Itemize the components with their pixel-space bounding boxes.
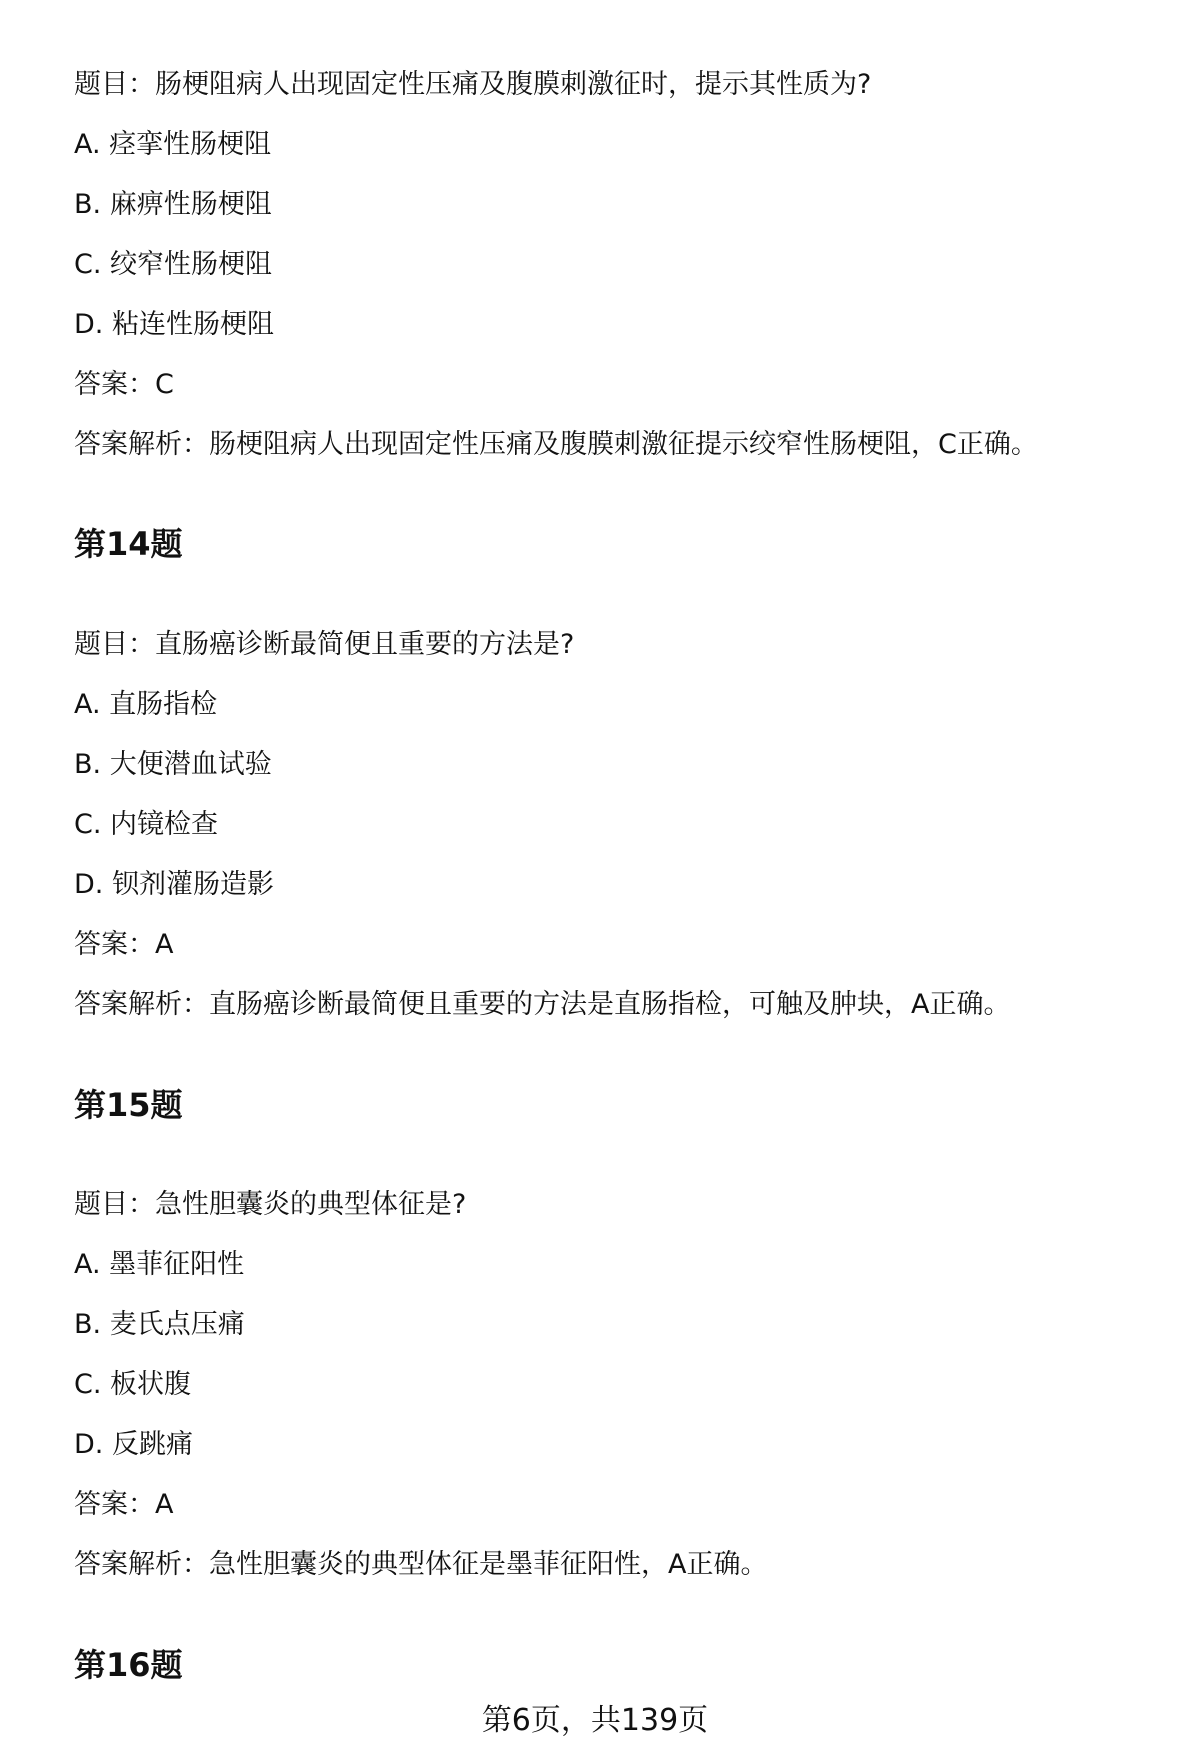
q13-option-c: C. 绞窄性肠梗阻 (74, 249, 273, 280)
q15-option-d: D. 反跳痛 (74, 1429, 193, 1460)
q14-explanation: 答案解析：直肠癌诊断最简便且重要的方法是直肠指检，可触及肿块，A正确。 (74, 989, 1011, 1020)
q15-heading: 第15题 (74, 1086, 183, 1124)
q14-option-c: C. 内镜检查 (74, 809, 219, 840)
q13-option-b: B. 麻痹性肠梗阻 (74, 189, 272, 220)
q13-question: 题目：肠梗阻病人出现固定性压痛及腹膜刺激征时，提示其性质为? (74, 69, 872, 100)
q15-option-b: B. 麦氏点压痛 (74, 1309, 245, 1340)
q14-question: 题目：直肠癌诊断最简便且重要的方法是? (74, 629, 575, 660)
q13-explanation: 答案解析：肠梗阻病人出现固定性压痛及腹膜刺激征提示绞窄性肠梗阻，C正确。 (74, 429, 1038, 460)
q16-heading: 第16题 (74, 1646, 183, 1684)
q15-question: 题目：急性胆囊炎的典型体征是? (74, 1189, 467, 1220)
q15-option-a: A. 墨菲征阳性 (74, 1249, 245, 1280)
q13-option-a: A. 痉挛性肠梗阻 (74, 129, 272, 160)
q14-heading: 第14题 (74, 525, 183, 563)
q13-answer: 答案：C (74, 369, 174, 400)
q15-explanation: 答案解析：急性胆囊炎的典型体征是墨菲征阳性，A正确。 (74, 1549, 768, 1580)
q13-option-d: D. 粘连性肠梗阻 (74, 309, 274, 340)
page-number: 第6页，共139页 (481, 1703, 709, 1738)
q14-option-b: B. 大便潜血试验 (74, 749, 272, 780)
q15-option-c: C. 板状腹 (74, 1369, 192, 1400)
q14-option-a: A. 直肠指检 (74, 689, 218, 720)
q15-answer: 答案：A (74, 1489, 174, 1520)
q14-answer: 答案：A (74, 929, 174, 960)
q14-option-d: D. 钡剂灌肠造影 (74, 869, 274, 900)
